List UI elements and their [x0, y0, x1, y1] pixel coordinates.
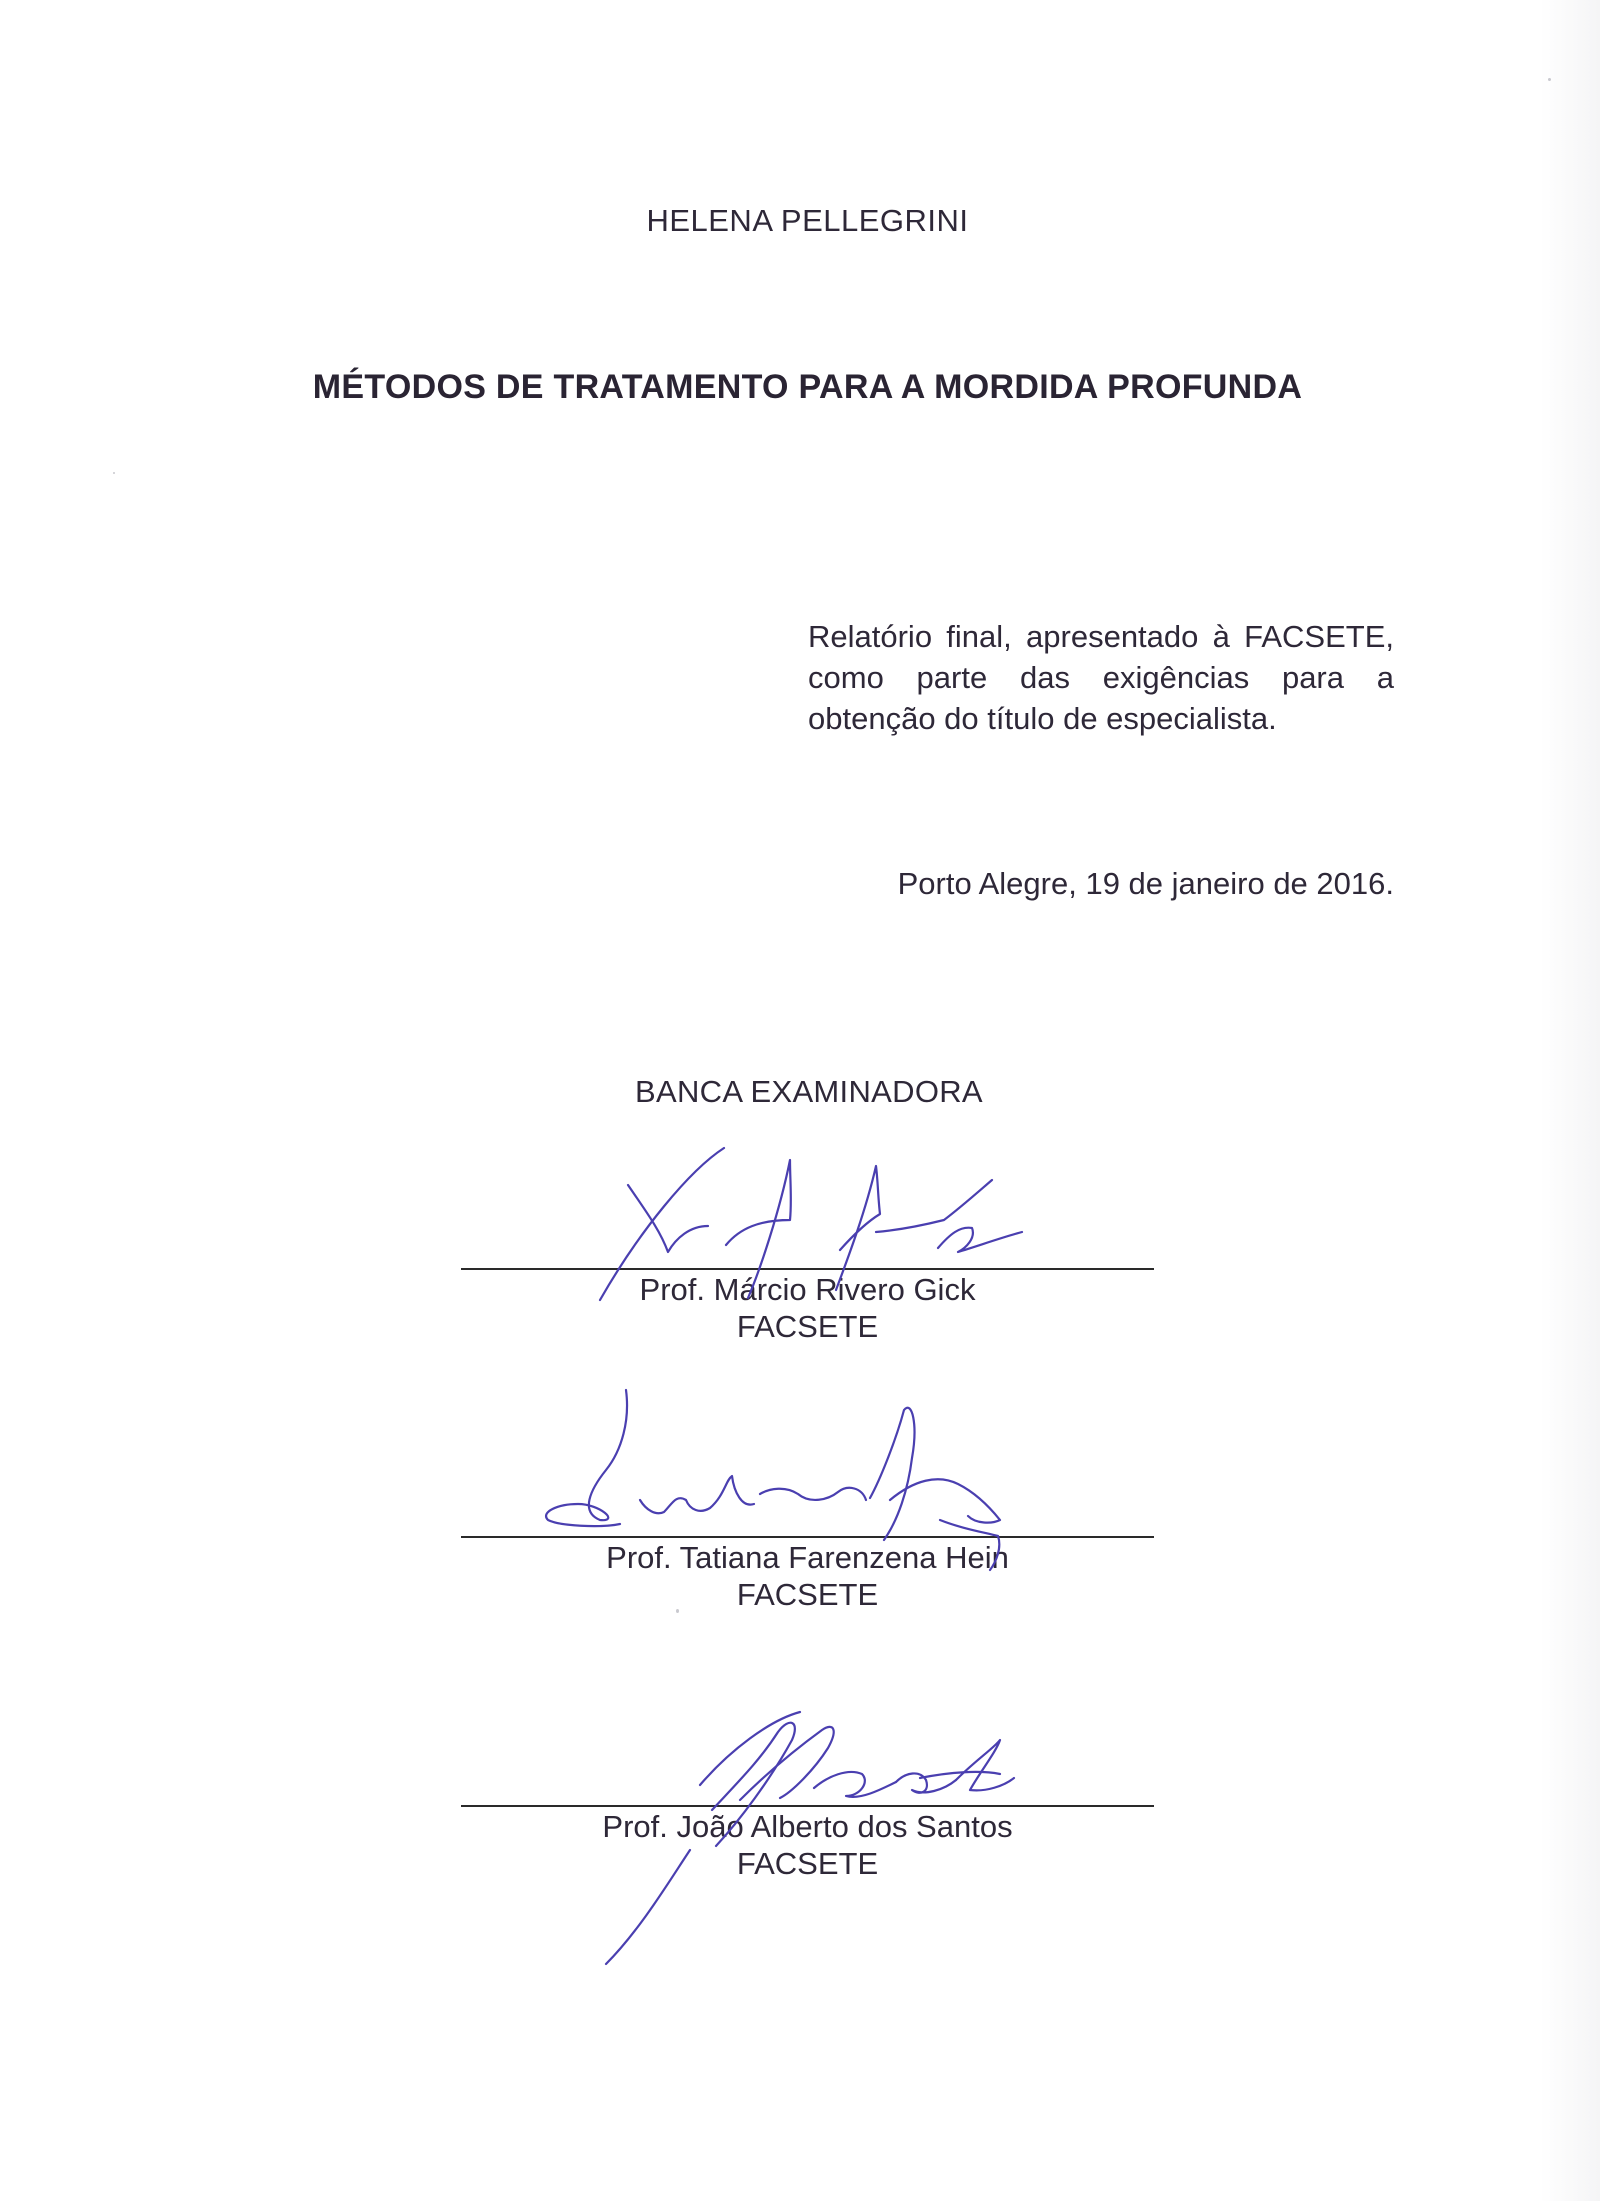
committee-member-name: Prof. Tatiana Farenzena Hein: [606, 1540, 1009, 1575]
scan-speck: [113, 472, 115, 474]
author-name: HELENA PELLEGRINI: [646, 203, 969, 238]
scan-edge-shadow: [1540, 0, 1600, 2201]
signature-line: [461, 1805, 1154, 1807]
place-and-date: Porto Alegre, 19 de janeiro de 2016.: [897, 866, 1394, 901]
examining-committee-heading: BANCA EXAMINADORA: [635, 1074, 983, 1109]
committee-member-name: Prof. Márcio Rivero Gick: [639, 1272, 976, 1307]
purpose-statement: Relatório final, apresentado à FACSETE, como parte das exigências para a obtenção do título de especialista.: [808, 619, 1394, 736]
document-title: MÉTODOS DE TRATAMENTO PARA A MORDIDA PROFUNDA: [312, 368, 1303, 406]
committee-member-institution: FACSETE: [736, 1577, 879, 1612]
committee-member-name: Prof. João Alberto dos Santos: [602, 1809, 1013, 1844]
signature-line: [461, 1536, 1154, 1538]
committee-member-institution: FACSETE: [736, 1846, 879, 1881]
committee-member-institution: FACSETE: [736, 1309, 879, 1344]
signature-line: [461, 1268, 1154, 1270]
scan-speck: [1548, 78, 1551, 81]
